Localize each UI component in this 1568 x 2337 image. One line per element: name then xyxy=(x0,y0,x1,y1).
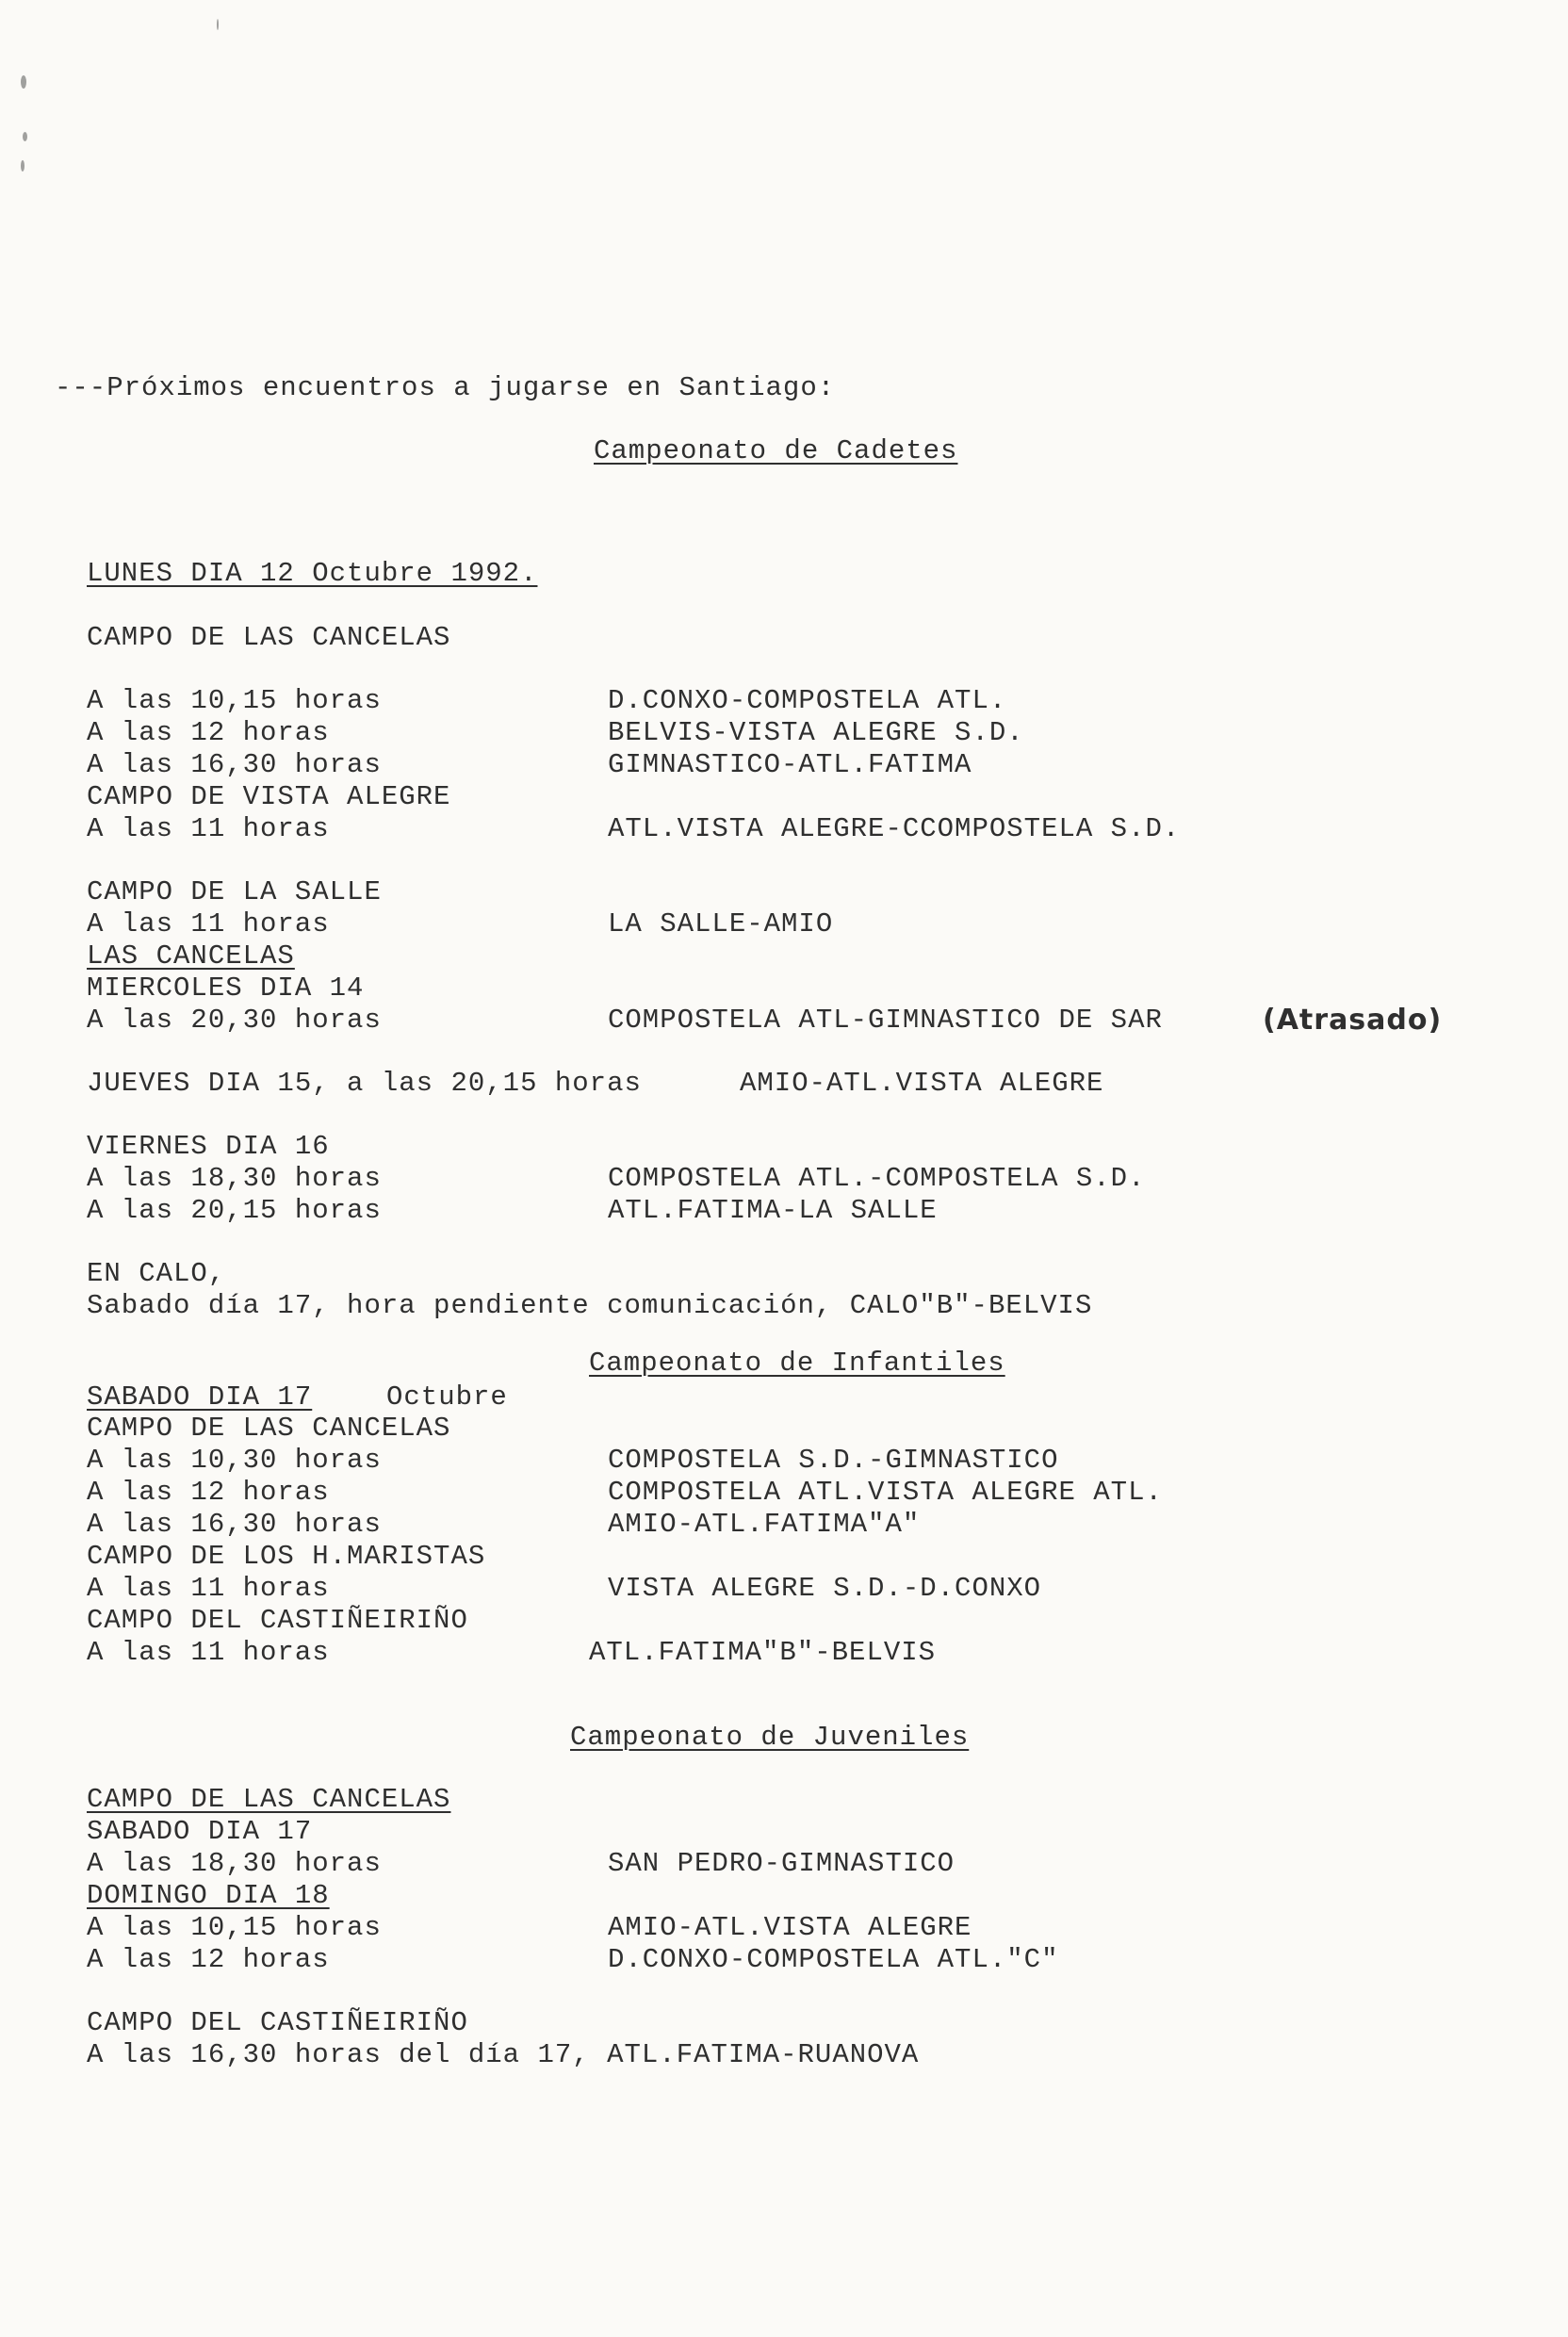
paper-mark xyxy=(217,19,219,30)
match-time: A las 10,30 horas xyxy=(87,1445,382,1476)
match-teams: BELVIS-VISTA ALEGRE S.D. xyxy=(608,717,1024,748)
juveniles-domingo: DOMINGO DIA 18 xyxy=(87,1880,330,1911)
match-time: A las 18,30 horas xyxy=(87,1848,382,1879)
match-time: A las 20,15 horas xyxy=(87,1195,382,1226)
cadetes-title: Campeonato de Cadetes xyxy=(594,435,958,466)
cadetes-las-cancelas: LAS CANCELAS xyxy=(87,940,295,972)
match-time: A las 11 horas xyxy=(87,813,330,844)
infantiles-title: Campeonato de Infantiles xyxy=(589,1348,1005,1379)
match-time: A las 10,15 horas xyxy=(87,685,382,716)
cadetes-campo-cancelas: CAMPO DE LAS CANCELAS xyxy=(87,622,451,653)
cadetes-miercoles: MIERCOLES DIA 14 xyxy=(87,972,365,1004)
match-time: A las 11 horas xyxy=(87,1637,330,1668)
match-teams: COMPOSTELA ATL.VISTA ALEGRE ATL. xyxy=(608,1477,1163,1508)
match-teams: GIMNASTICO-ATL.FATIMA xyxy=(608,749,972,780)
match-time: A las 10,15 horas xyxy=(87,1912,382,1943)
cadetes-campo-la-salle: CAMPO DE LA SALLE xyxy=(87,876,382,907)
match-teams: SAN PEDRO-GIMNASTICO xyxy=(608,1848,956,1879)
match-teams: COMPOSTELA S.D.-GIMNASTICO xyxy=(608,1445,1059,1476)
cadetes-viernes: VIERNES DIA 16 xyxy=(87,1131,330,1162)
match-teams: ATL.FATIMA"B"-BELVIS xyxy=(589,1637,937,1668)
cadetes-date-heading: LUNES DIA 12 Octubre 1992. xyxy=(87,558,538,589)
infantiles-date-heading: SABADO DIA 17 xyxy=(87,1381,313,1413)
match-teams: VISTA ALEGRE S.D.-D.CONXO xyxy=(608,1573,1042,1604)
infantiles-campo-cancelas: CAMPO DE LAS CANCELAS xyxy=(87,1413,451,1444)
match-time: A las 11 horas xyxy=(87,1573,330,1604)
match-teams: AMIO-ATL.VISTA ALEGRE xyxy=(740,1068,1104,1099)
match-teams: AMIO-ATL.VISTA ALEGRE xyxy=(608,1912,972,1943)
cadetes-en-calo: EN CALO, xyxy=(87,1258,226,1289)
infantiles-campo-castineirino: CAMPO DEL CASTIÑEIRIÑO xyxy=(87,1605,468,1636)
match-teams: AMIO-ATL.FATIMA"A" xyxy=(608,1509,921,1540)
match-teams: COMPOSTELA ATL.-COMPOSTELA S.D. xyxy=(608,1163,1146,1194)
match-time: A las 16,30 horas xyxy=(87,749,382,780)
match-teams: ATL.VISTA ALEGRE-CCOMPOSTELA S.D. xyxy=(608,813,1181,844)
match-time: A las 16,30 horas xyxy=(87,1509,382,1540)
match-teams: COMPOSTELA ATL-GIMNASTICO DE SAR xyxy=(608,1005,1163,1036)
paper-mark xyxy=(23,132,27,141)
infantiles-campo-maristas: CAMPO DE LOS H.MARISTAS xyxy=(87,1541,486,1572)
cadetes-sabado-calo: Sabado día 17, hora pendiente comunicación, CALO"B"-BELVIS xyxy=(87,1290,1093,1321)
match-time: A las 11 horas xyxy=(87,908,330,940)
atrasado-note: (Atrasado) xyxy=(1263,1004,1443,1037)
paper-mark xyxy=(21,75,26,89)
cadetes-jueves: JUEVES DIA 15, a las 20,15 horas xyxy=(87,1068,642,1099)
match-time: A las 18,30 horas xyxy=(87,1163,382,1194)
match-teams: LA SALLE-AMIO xyxy=(608,908,834,940)
paper-mark xyxy=(21,160,24,172)
juveniles-campo-castineirino: CAMPO DEL CASTIÑEIRIÑO xyxy=(87,2007,468,2038)
match-time: A las 12 horas xyxy=(87,1477,330,1508)
juveniles-match-castineirino: A las 16,30 horas del día 17, ATL.FATIMA-RUANOVA xyxy=(87,2039,920,2070)
match-time: A las 12 horas xyxy=(87,717,330,748)
match-time: A las 20,30 horas xyxy=(87,1005,382,1036)
match-time: A las 12 horas xyxy=(87,1944,330,1975)
match-teams: ATL.FATIMA-LA SALLE xyxy=(608,1195,938,1226)
cadetes-campo-vista-alegre: CAMPO DE VISTA ALEGRE xyxy=(87,781,451,812)
match-teams: D.CONXO-COMPOSTELA ATL."C" xyxy=(608,1944,1059,1975)
juveniles-campo-cancelas: CAMPO DE LAS CANCELAS xyxy=(87,1784,451,1815)
infantiles-date-suffix: Octubre xyxy=(386,1381,508,1413)
juveniles-title: Campeonato de Juveniles xyxy=(570,1722,970,1753)
match-teams: D.CONXO-COMPOSTELA ATL. xyxy=(608,685,1007,716)
juveniles-sabado: SABADO DIA 17 xyxy=(87,1816,313,1847)
intro-line: ---Próximos encuentros a jugarse en Santiago: xyxy=(55,372,836,403)
